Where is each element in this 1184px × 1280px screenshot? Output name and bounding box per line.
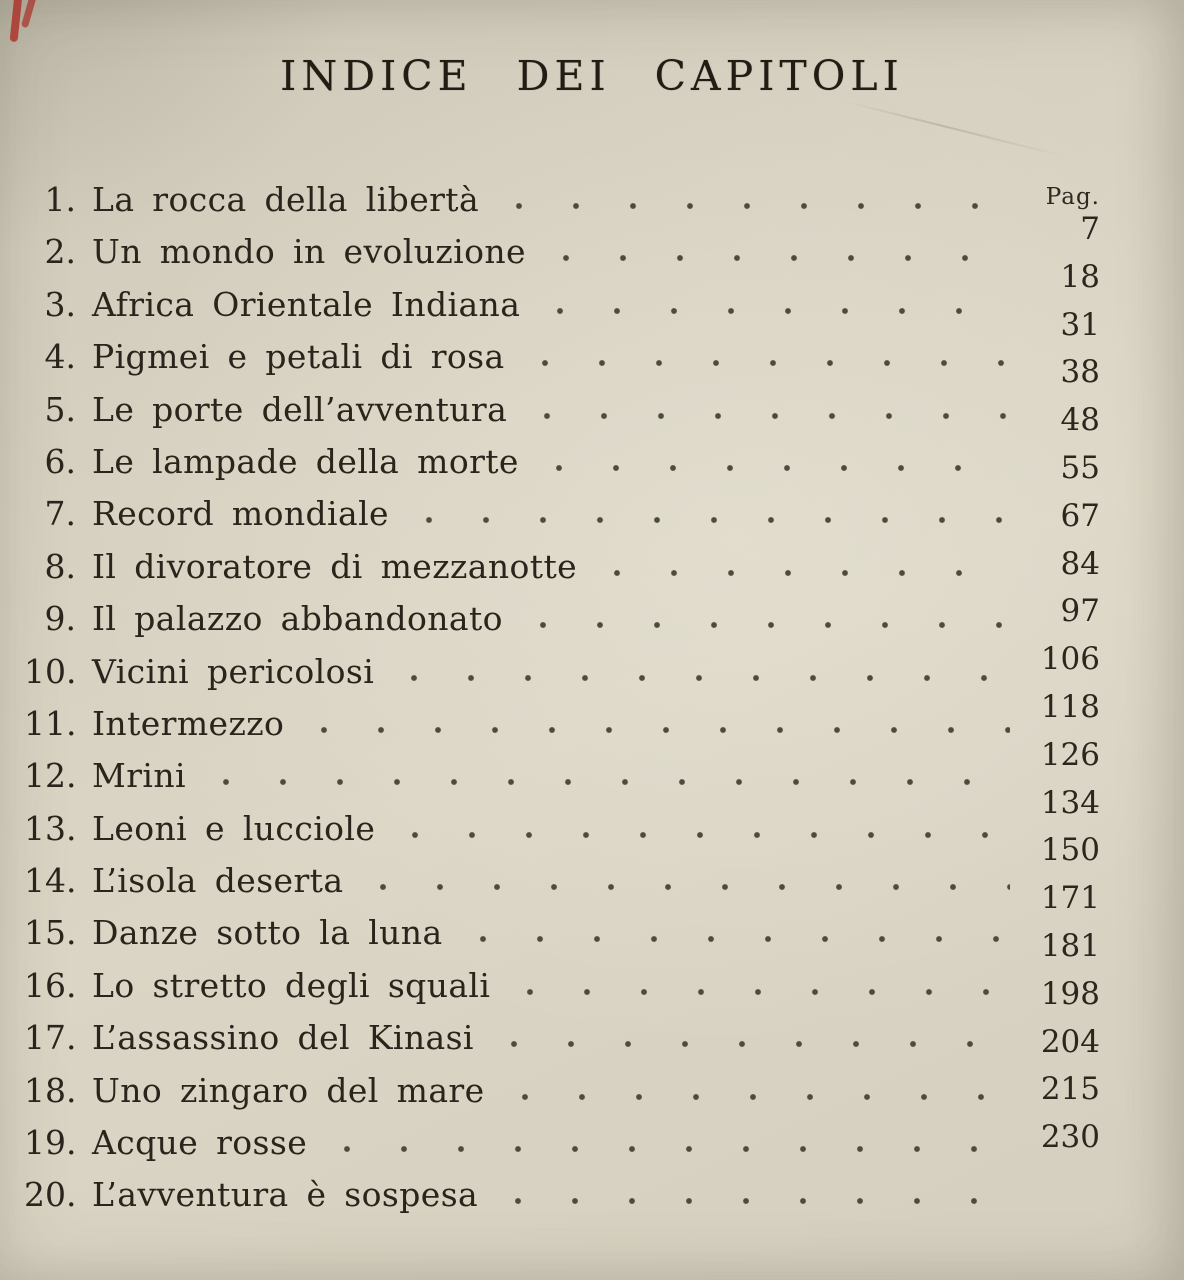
toc-entry xyxy=(24,809,1014,861)
chapter-title: Leoni e lucciole xyxy=(92,808,376,848)
dot-leader xyxy=(515,201,1010,211)
dot-leader xyxy=(541,358,1010,368)
chapter-number: 8. xyxy=(44,546,76,586)
dot-leader xyxy=(521,1092,1010,1102)
page-number: 55 xyxy=(1060,449,1100,486)
page-number: 150 xyxy=(1040,832,1100,869)
toc-entry xyxy=(24,180,1014,232)
chapter-title: Le lampade della morte xyxy=(92,441,519,481)
page-number: 204 xyxy=(1040,1023,1100,1060)
toc-entry xyxy=(24,966,1014,1018)
toc-entry xyxy=(24,704,1014,756)
page-number: 198 xyxy=(1040,975,1100,1012)
page-number: 7 xyxy=(1080,211,1100,247)
page-number: 18 xyxy=(1060,258,1100,295)
dot-leader xyxy=(222,777,1010,787)
toc-entry xyxy=(24,913,1014,965)
chapter-title: La rocca della libertà xyxy=(92,180,480,219)
chapter-number: 7. xyxy=(44,494,76,534)
chapter-title: Il divoratore di mezzanotte xyxy=(92,546,578,586)
dot-leader xyxy=(613,568,1010,578)
chapter-number: 14. xyxy=(24,861,77,901)
dot-leader xyxy=(556,306,1010,316)
dot-leader xyxy=(539,620,1010,630)
toc-entry xyxy=(24,285,1014,337)
chapter-title: Le porte dell’avventura xyxy=(92,389,508,429)
chapter-number: 15. xyxy=(24,913,77,953)
chapter-number: 4. xyxy=(44,337,76,377)
page-number: 215 xyxy=(1040,1071,1100,1108)
toc-entry xyxy=(24,337,1014,389)
page-number: 106 xyxy=(1040,641,1100,678)
page-number: 171 xyxy=(1040,880,1100,917)
chapter-number: 18. xyxy=(24,1070,77,1110)
dot-leader xyxy=(543,411,1010,421)
chapter-title: Record mondiale xyxy=(92,494,389,534)
toc-entry xyxy=(24,1018,1014,1070)
chapter-number: 1. xyxy=(44,180,76,219)
dot-leader xyxy=(411,830,1010,840)
toc-entry xyxy=(24,861,1014,913)
dot-leader xyxy=(379,882,1010,892)
paper-crease xyxy=(843,100,1067,158)
toc-entry xyxy=(24,1175,1014,1227)
dot-leader xyxy=(343,1144,1010,1154)
toc-entry xyxy=(24,442,1014,494)
chapter-number: 16. xyxy=(24,965,77,1005)
chapter-title: Il palazzo abbandonato xyxy=(92,599,503,639)
chapter-number: 20. xyxy=(24,1175,77,1215)
chapter-number: 13. xyxy=(24,808,77,848)
toc-list xyxy=(24,180,1014,1228)
chapter-title: L’assassino del Kinasi xyxy=(92,1018,474,1058)
chapter-number: 5. xyxy=(44,389,76,429)
dot-leader xyxy=(320,725,1010,735)
dot-leader xyxy=(510,1039,1010,1049)
toc-entry xyxy=(24,547,1014,599)
chapter-title: L’isola deserta xyxy=(92,861,344,901)
toc-entry xyxy=(24,652,1014,704)
chapter-title: Vicini pericolosi xyxy=(92,651,375,691)
dot-leader xyxy=(479,934,1010,944)
chapter-title: Uno zingaro del mare xyxy=(92,1070,485,1110)
page-number: 31 xyxy=(1060,306,1100,343)
page-number: 48 xyxy=(1060,402,1100,439)
chapter-title: Pigmei e petali di rosa xyxy=(92,337,505,377)
red-ink-mark xyxy=(10,0,23,42)
page-column-header: Pag. xyxy=(1045,184,1100,210)
chapter-title: Danze sotto la luna xyxy=(92,913,443,953)
page-number: 67 xyxy=(1060,497,1100,534)
toc-entry xyxy=(24,390,1014,442)
chapter-title: Un mondo in evoluzione xyxy=(92,232,526,272)
dot-leader xyxy=(425,515,1010,525)
chapter-number: 3. xyxy=(44,284,76,324)
chapter-number: 9. xyxy=(44,599,76,639)
toc-entry xyxy=(24,1071,1014,1123)
dot-leader xyxy=(562,253,1010,263)
chapter-number: 6. xyxy=(44,441,76,481)
chapter-number: 10. xyxy=(24,651,77,691)
page-number: 126 xyxy=(1040,736,1100,773)
chapter-number: 12. xyxy=(24,756,77,796)
chapter-title: Lo stretto degli squali xyxy=(92,965,491,1005)
red-ink-mark xyxy=(21,0,38,28)
page-number: 181 xyxy=(1040,927,1100,964)
toc-entry xyxy=(24,232,1014,284)
page-number: 230 xyxy=(1040,1119,1100,1156)
chapter-title: Intermezzo xyxy=(92,703,285,743)
chapter-title: L’avventura è sospesa xyxy=(92,1175,479,1215)
chapter-number: 11. xyxy=(24,703,77,743)
page-number: 97 xyxy=(1060,593,1100,630)
dot-leader xyxy=(410,673,1010,683)
toc-entry xyxy=(24,1123,1014,1175)
chapter-number: 2. xyxy=(44,232,76,272)
dot-leader xyxy=(514,1196,1010,1206)
dot-leader xyxy=(555,463,1010,473)
dot-leader xyxy=(526,987,1010,997)
page-number: 84 xyxy=(1060,545,1100,582)
page-number: 38 xyxy=(1060,354,1100,391)
page-number: 118 xyxy=(1040,688,1100,725)
page-number: 134 xyxy=(1040,784,1100,821)
chapter-number: 19. xyxy=(24,1123,77,1163)
page-number-column xyxy=(1041,206,1100,1162)
chapter-number: 17. xyxy=(24,1018,77,1058)
toc-entry xyxy=(24,599,1014,651)
chapter-title: Mrini xyxy=(92,756,186,796)
chapter-title: Acque rosse xyxy=(92,1123,308,1163)
toc-entry xyxy=(24,494,1014,546)
toc-entry xyxy=(24,756,1014,808)
page-title: INDICE DEI CAPITOLI xyxy=(280,52,904,100)
chapter-title: Africa Orientale Indiana xyxy=(92,284,521,324)
